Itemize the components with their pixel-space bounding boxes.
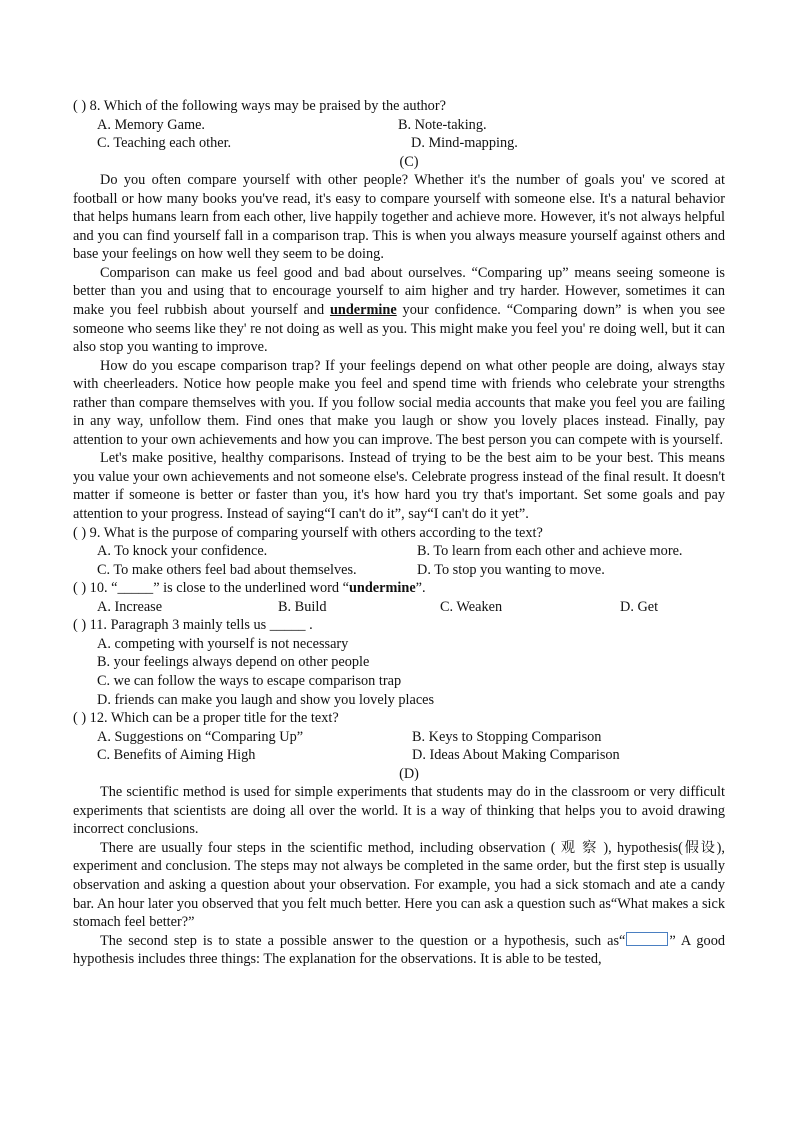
paragraph-3-text-before: The second step is to state a possible answer to the question or a hypothesis, such as“ bbox=[100, 932, 626, 949]
option-d: D. Mind-mapping. bbox=[411, 135, 518, 152]
section-c-paragraph-2 bbox=[73, 264, 725, 357]
option-a: A. Suggestions on “Comparing Up” bbox=[97, 728, 304, 745]
question-11-stem: ( ) 11. Paragraph 3 mainly tells us _____ . bbox=[73, 617, 313, 634]
option-b: B. Keys to Stopping Comparison bbox=[412, 728, 602, 745]
option-a: A. Increase bbox=[97, 598, 163, 615]
option-b: B. your feelings always depend on other people bbox=[97, 654, 370, 671]
answer-blank-box[interactable] bbox=[626, 932, 668, 946]
option-a: A. competing with yourself is not necessary bbox=[97, 635, 349, 652]
option-c: C. Benefits of Aiming High bbox=[97, 747, 256, 764]
question-12-stem: ( ) 12. Which can be a proper title for the text? bbox=[73, 710, 339, 727]
option-c: C. we can follow the ways to escape comparison trap bbox=[97, 672, 402, 689]
option-a: A. Memory Game. bbox=[97, 116, 205, 133]
question-10-stem-before: ( ) 10. “_____” is close to the underlined word “ bbox=[73, 580, 349, 597]
question-8-options-row2 bbox=[73, 134, 725, 153]
paragraph-2-text-before: Comparison can make us feel good and bad about ourselves. “Comparing up” means seeing someone is better than you and using that to encourage yourself to aim higher and try harder. However, sometimes it can make you feel rubbish about yourself and bbox=[73, 264, 725, 319]
question-8-options-row1 bbox=[73, 116, 725, 135]
paragraph-2-text-after: your confidence. “Comparing down” is when you see someone who seems like they' re not doing as well as you. This might make you feel you' re doing well, but it can also stop you wanting to improve. bbox=[73, 302, 725, 356]
question-10-stem bbox=[73, 579, 725, 598]
option-c: C. Weaken bbox=[440, 598, 503, 615]
question-9-options-row1 bbox=[73, 542, 725, 561]
section-d-label: (D) bbox=[399, 765, 419, 782]
question-9-options-row2 bbox=[73, 561, 725, 580]
paragraph-3-text-after: ” A good hypothesis includes three things: The explanation for the observations. It is able to be tested, bbox=[73, 932, 725, 968]
section-d-paragraph-1: The scientific method is used for simple experiments that students may do in the classroom or very difficult experiments that scientists are doing all over the world. It is a way of thinking that helps you to avoid drawing incorrect conclusions. bbox=[73, 784, 725, 838]
section-c-label: (C) bbox=[399, 153, 419, 170]
underlined-word: undermine bbox=[329, 302, 397, 319]
worksheet-page bbox=[73, 97, 725, 969]
option-a: A. To knock your confidence. bbox=[97, 543, 268, 560]
option-c: C. Teaching each other. bbox=[97, 135, 232, 152]
section-d-paragraph-3 bbox=[73, 932, 725, 969]
option-d: D. friends can make you laugh and show you lovely places bbox=[97, 691, 435, 708]
option-d: D. To stop you wanting to move. bbox=[417, 561, 605, 578]
question-12-options-row1 bbox=[73, 728, 725, 747]
section-c-paragraph-1: Do you often compare yourself with other people? Whether it's the number of goals you' ve scored at football or how many books you've read, it's easy to compare yourself with someone else. It's a natural behavior that helps humans learn from each other, live happily together and achieve more. However, it's not always helpful and you can find yourself fall in a comparison trap. This is when you always measure yourself against others and base your feelings on how well they seem to be doing. bbox=[73, 172, 725, 263]
option-d: D. Ideas About Making Comparison bbox=[412, 747, 620, 764]
option-b: B. Build bbox=[278, 598, 327, 615]
section-d-paragraph-2: There are usually four steps in the scientific method, including observation ( 观 察 ), hypothesis(假设), experiment and conclusion. The steps may not always be completed in the same order, but the first step is usually observation and asking a question about your observation. For example, you had a sick stomach and ate a candy bar. An hour later you observed that you felt much better. Here you can ask a question such as“What makes a sick stomach feel better?” bbox=[73, 839, 725, 931]
question-10-stem-after: ”. bbox=[415, 580, 426, 597]
section-c-paragraph-3: How do you escape comparison trap? If your feelings depend on what other people are doing, always stay with cheerleaders. Notice how people make you feel and spend time with friends who celebrate your strengths rather than compare themselves with you. If you follow social media accounts that make you feel you are failing in any way, unfollow them. Find ones that make you laugh or show you lovely places instead. Finally, pay attention to your own achievements and how you can improve. The best person you can compete with is yourself. bbox=[73, 357, 725, 448]
section-c-paragraph-4: Let's make positive, healthy comparisons. Instead of trying to be the best aim to be your best. This means you value your own achievements and not someone else's. Celebrate progress instead of the final result. It doesn't matter if someone is better or faster than you, it's how hard you try that's important. Set some goals and pay attention to your progress. Instead of saying“I can't do it”, say“I can't do it yet”. bbox=[73, 450, 725, 523]
option-b: B. To learn from each other and achieve more. bbox=[417, 543, 683, 560]
option-b: B. Note-taking. bbox=[398, 116, 487, 133]
question-8-stem: ( ) 8. Which of the following ways may be praised by the author? bbox=[73, 98, 446, 114]
question-10-options bbox=[73, 598, 725, 617]
question-9-stem: ( ) 9. What is the purpose of comparing yourself with others according to the text? bbox=[73, 524, 543, 541]
question-10-bold-word: undermine bbox=[348, 580, 416, 597]
option-c: C. To make others feel bad about themselves. bbox=[97, 561, 357, 578]
option-d: D. Get bbox=[620, 598, 659, 615]
question-12-options-row2 bbox=[73, 746, 725, 765]
